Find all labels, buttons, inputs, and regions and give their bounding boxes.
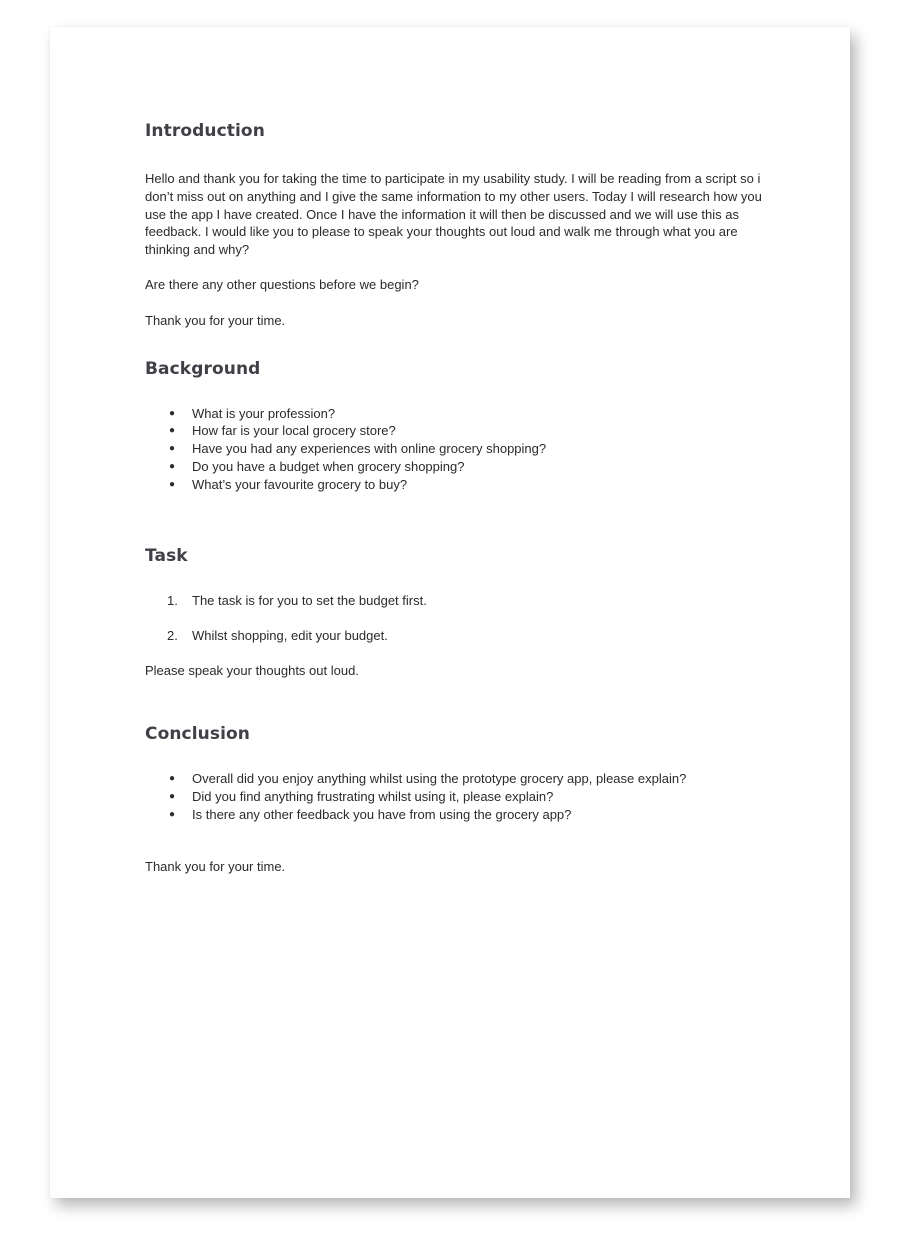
list-item: 1. The task is for you to set the budget first. bbox=[167, 592, 427, 608]
bullet-icon: ● bbox=[169, 407, 176, 419]
background-heading: Background bbox=[145, 358, 261, 379]
list-item: 2. Whilst shopping, edit your budget. bbox=[167, 628, 388, 644]
introduction-thanks: Thank you for your time. bbox=[145, 312, 286, 328]
list-item: ● What’s your favourite grocery to buy? bbox=[169, 476, 408, 492]
bullet-icon: ● bbox=[169, 772, 176, 784]
bullet-icon: ● bbox=[169, 808, 176, 820]
introduction-heading: Introduction bbox=[145, 121, 265, 141]
list-item: ● What is your profession? bbox=[169, 405, 336, 421]
bullet-icon: ● bbox=[169, 443, 176, 455]
task-heading: Task bbox=[145, 545, 188, 566]
list-item: ● Do you have a budget when grocery shopping? bbox=[169, 458, 465, 474]
task-list bbox=[145, 592, 765, 646]
conclusion-heading: Conclusion bbox=[145, 723, 250, 744]
task-note: Please speak your thoughts out loud. bbox=[145, 663, 359, 679]
introduction-questions: Are there any other questions before we begin? bbox=[145, 276, 419, 292]
conclusion-thanks: Thank you for your time. bbox=[145, 859, 286, 875]
bullet-icon: ● bbox=[169, 460, 176, 472]
document-content bbox=[145, 121, 765, 876]
list-item: ● Is there any other feedback you have from using the grocery app? bbox=[169, 806, 572, 822]
bullet-icon: ● bbox=[169, 478, 176, 490]
list-item: ● Have you had any experiences with online grocery shopping? bbox=[169, 441, 547, 457]
background-list bbox=[145, 405, 765, 494]
bullet-icon: ● bbox=[169, 790, 176, 802]
document-page bbox=[50, 27, 850, 1198]
list-number: 1. bbox=[167, 592, 178, 608]
bullet-icon: ● bbox=[169, 425, 176, 437]
list-number: 2. bbox=[167, 628, 178, 644]
list-item: ● Did you find anything frustrating whilst using it, please explain? bbox=[169, 788, 554, 804]
list-item: ● Overall did you enjoy anything whilst using the prototype grocery app, please explain? bbox=[169, 770, 687, 786]
list-item: ● How far is your local grocery store? bbox=[169, 423, 396, 439]
introduction-paragraph: Hello and thank you for taking the time to participate in my usability study. I will be reading from a script so i don’t miss out on anything and I give the same information to my other users. Today I will research how you use the app I have created. Once I have the information it will then be discussed and we will use this as feedback. I would like you to please to speak your thoughts out loud and walk me through what you are thinking and why? bbox=[145, 171, 762, 258]
conclusion-list bbox=[145, 770, 765, 823]
